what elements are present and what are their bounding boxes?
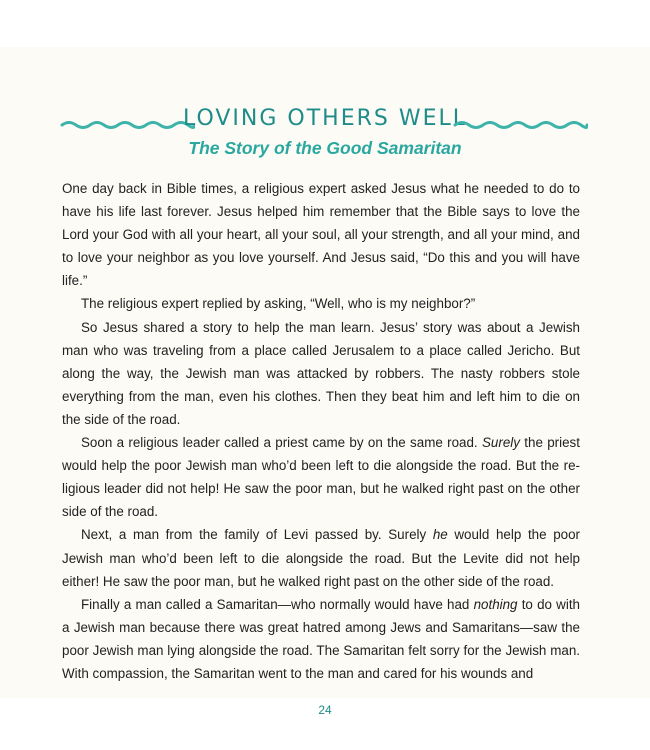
- chapter-header: [0, 102, 650, 172]
- chapter-subtitle: The Story of the Good Samaritan: [188, 138, 462, 158]
- paragraph: [62, 316, 580, 431]
- emphasis-text: nothing: [473, 596, 518, 612]
- page-number: 24: [318, 703, 332, 717]
- paragraph: [62, 593, 580, 685]
- text-run: Finally a man called a Samaritan—who normally would have had: [81, 596, 474, 612]
- text-run: So Jesus shared a story to help the man learn. Jesus’ story was about a Jewish man who was traveling from a place called Jerusalem to a place called Jericho. But along the way, the Jewish man was attacked by robbers. The nasty robbers stole everything from the man, even his clothes. Then they beat him and left him to die on the side of the road.: [62, 319, 580, 427]
- text-run: Soon a religious leader called a priest came by on the same road.: [81, 435, 482, 451]
- text-run: One day back in Bible times, a religious expert asked Jesus what he needed to do to have his life last forever. Jesus helped him remember that the Bible says to love the Lord your God with all your heart, all your soul, all your strength, and all your mind, and to love your neighbor as you love yourself. And Jesus said, “Do this and you will have life.”: [62, 181, 580, 289]
- story-body: [62, 177, 580, 685]
- text-run: would help the poor Jewish man who’d been left to die alongside the road. But the Levite did not help either! He saw the poor man, but he walked right past on the other side of the road.: [62, 527, 580, 589]
- text-run: the priest would help the poor Jewish man who’d been left to die alongside the road. But the re-ligious leader did not help! He saw the poor man, but he walked right past on the other side of the road.: [62, 435, 580, 520]
- chapter-title: LOVING OTHERS WELL: [182, 106, 468, 131]
- paragraph: [62, 431, 580, 523]
- paragraph: [62, 292, 580, 315]
- text-run: Next, a man from the family of Levi passed by. Surely: [81, 527, 433, 543]
- wave-ornament-right-icon: [453, 119, 588, 131]
- text-run: to do with a Jewish man because there was great hatred among Jews and Samaritans—saw the poor Jewish man lying alongside the road. The Samaritan felt sorry for the Jewish man. With compassion, the Samaritan went to the man and cared for his wounds and: [62, 596, 580, 681]
- emphasis-text: Surely: [481, 435, 520, 451]
- paragraph: [62, 177, 580, 292]
- text-run: The religious expert replied by asking, “Well, who is my neighbor?”: [81, 296, 476, 312]
- emphasis-text: he: [432, 527, 448, 543]
- paragraph: [62, 523, 580, 592]
- book-page: [0, 47, 650, 717]
